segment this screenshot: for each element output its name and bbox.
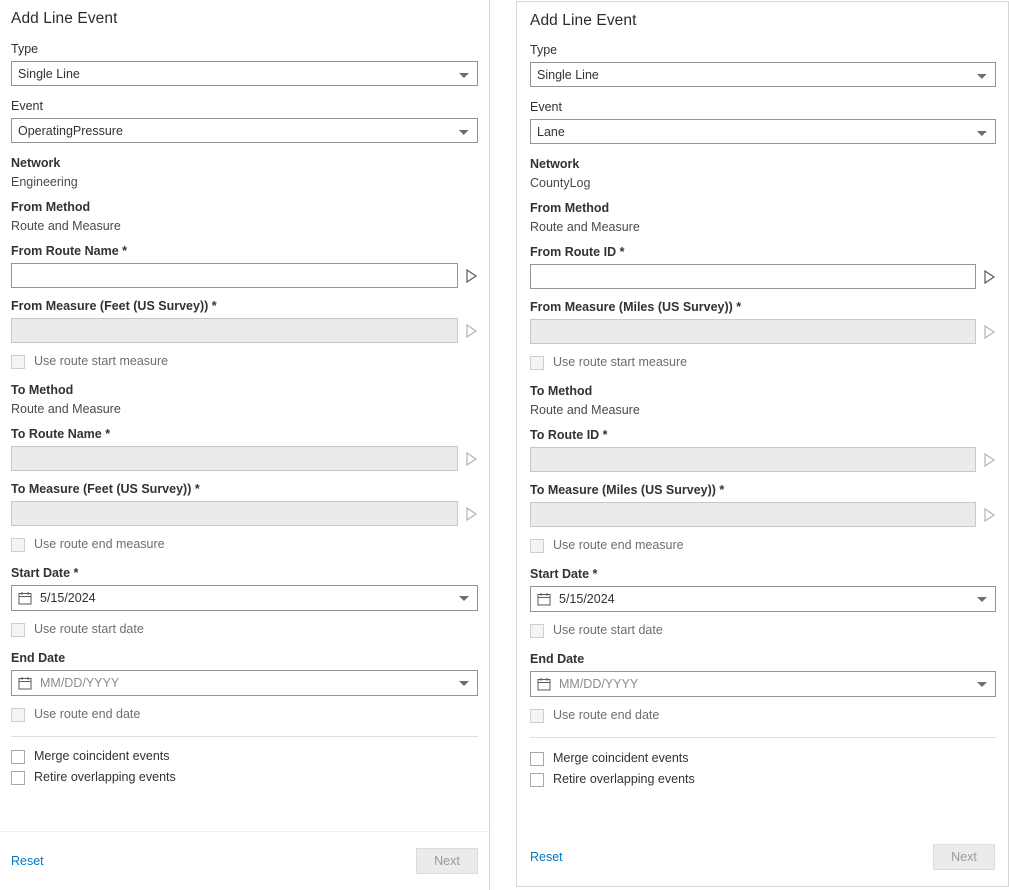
reset-button[interactable]: Reset [11, 854, 44, 868]
event-select[interactable] [530, 119, 996, 144]
type-select[interactable] [530, 62, 996, 87]
end-date-label: End Date [530, 652, 585, 666]
to-method-label: To Method [11, 383, 74, 397]
from-method-label: From Method [530, 201, 610, 215]
start-date-row [530, 586, 996, 612]
to-route-input[interactable] [11, 446, 458, 471]
end-date-picker[interactable] [530, 671, 996, 697]
add-line-event-panel-right [516, 1, 1009, 887]
event-label: Event [530, 100, 562, 114]
to-method-value: Route and Measure [530, 403, 640, 417]
end-date-row [530, 671, 996, 697]
to-measure-input[interactable] [530, 502, 976, 527]
chevron-down-icon[interactable] [459, 681, 469, 686]
type-label: Type [530, 43, 558, 57]
merge-coincident-row[interactable] [11, 749, 478, 764]
use-route-start-measure-label: Use route start measure [553, 355, 688, 369]
panel-footer [517, 828, 1008, 886]
from-route-row [530, 264, 996, 289]
section-divider [530, 737, 996, 738]
from-route-row [11, 263, 478, 288]
select-from-map-icon[interactable] [465, 268, 478, 284]
start-date-label: Start Date * [11, 566, 79, 580]
to-route-input[interactable] [530, 447, 976, 472]
select-from-map-icon [465, 451, 478, 467]
end-date-value: MM/DD/YYYY [40, 676, 120, 690]
merge-coincident-label: Merge coincident events [34, 749, 170, 763]
select-from-map-icon [983, 324, 996, 340]
to-route-row [11, 446, 478, 471]
use-route-start-measure-label: Use route start measure [34, 354, 169, 368]
type-select[interactable] [11, 61, 478, 86]
end-date-row [11, 670, 478, 696]
use-route-end-measure-checkbox[interactable] [530, 539, 544, 553]
event-label: Event [11, 99, 43, 113]
use-route-start-measure-row[interactable] [11, 354, 478, 369]
use-route-start-date-label: Use route start date [553, 623, 663, 637]
use-route-start-measure-checkbox[interactable] [11, 355, 25, 369]
network-value: CountyLog [530, 176, 591, 190]
panel-footer [0, 832, 489, 890]
chevron-down-icon[interactable] [977, 597, 987, 602]
from-measure-input[interactable] [530, 319, 976, 344]
use-route-end-measure-row[interactable] [530, 538, 996, 553]
calendar-icon [18, 676, 32, 690]
to-route-label: To Route ID * [530, 428, 608, 442]
reset-button[interactable]: Reset [530, 850, 563, 864]
start-date-label: Start Date * [530, 567, 598, 581]
calendar-icon [537, 592, 551, 606]
to-route-label: To Route Name * [11, 427, 111, 441]
start-date-value: 5/15/2024 [40, 591, 96, 605]
select-from-map-icon [983, 452, 996, 468]
from-route-label: From Route ID * [530, 245, 625, 259]
add-line-event-panel-left [0, 0, 490, 890]
retire-overlapping-row[interactable] [530, 772, 996, 787]
start-date-picker[interactable] [530, 586, 996, 612]
to-method-label: To Method [530, 384, 593, 398]
use-route-end-date-row[interactable] [11, 707, 478, 722]
page-title: Add Line Event [530, 12, 637, 29]
use-route-end-date-row[interactable] [530, 708, 996, 723]
from-measure-label: From Measure (Feet (US Survey)) * [11, 299, 217, 313]
retire-overlapping-row[interactable] [11, 770, 478, 785]
from-measure-row [11, 318, 478, 343]
from-method-value: Route and Measure [11, 219, 121, 233]
start-date-row [11, 585, 478, 611]
type-label: Type [11, 42, 39, 56]
retire-overlapping-label: Retire overlapping events [553, 772, 695, 786]
use-route-end-measure-label: Use route end measure [34, 537, 165, 551]
section-divider [11, 736, 478, 737]
to-measure-row [530, 502, 996, 527]
network-value: Engineering [11, 175, 78, 189]
from-method-label: From Method [11, 200, 91, 214]
next-button[interactable]: Next [416, 848, 478, 874]
merge-coincident-row[interactable] [530, 751, 996, 766]
select-from-map-icon [465, 323, 478, 339]
use-route-end-date-checkbox[interactable] [11, 708, 25, 722]
to-route-row [530, 447, 996, 472]
use-route-start-date-label: Use route start date [34, 622, 144, 636]
from-method-value: Route and Measure [530, 220, 640, 234]
use-route-start-date-checkbox[interactable] [530, 624, 544, 638]
use-route-end-measure-row[interactable] [11, 537, 478, 552]
use-route-start-date-row[interactable] [11, 622, 478, 637]
retire-overlapping-checkbox[interactable] [11, 771, 25, 785]
use-route-end-measure-checkbox[interactable] [11, 538, 25, 552]
start-date-value: 5/15/2024 [559, 592, 615, 606]
chevron-down-icon[interactable] [977, 682, 987, 687]
use-route-start-measure-row[interactable] [530, 355, 996, 370]
end-date-value: MM/DD/YYYY [559, 677, 639, 691]
use-route-end-date-label: Use route end date [553, 708, 660, 722]
retire-overlapping-checkbox[interactable] [530, 773, 544, 787]
use-route-start-date-checkbox[interactable] [11, 623, 25, 637]
use-route-end-date-checkbox[interactable] [530, 709, 544, 723]
calendar-icon [537, 677, 551, 691]
to-measure-row [11, 501, 478, 526]
calendar-icon [18, 591, 32, 605]
next-button[interactable]: Next [933, 844, 995, 870]
from-route-input[interactable] [11, 263, 458, 288]
network-label: Network [530, 157, 580, 171]
from-route-label: From Route Name * [11, 244, 127, 258]
page-title: Add Line Event [11, 10, 118, 27]
to-measure-label: To Measure (Miles (US Survey)) * [530, 483, 725, 497]
start-date-picker[interactable] [11, 585, 478, 611]
chevron-down-icon[interactable] [459, 596, 469, 601]
use-route-start-date-row[interactable] [530, 623, 996, 638]
use-route-start-measure-checkbox[interactable] [530, 356, 544, 370]
to-measure-label: To Measure (Feet (US Survey)) * [11, 482, 200, 496]
event-select[interactable] [11, 118, 478, 143]
end-date-picker[interactable] [11, 670, 478, 696]
select-from-map-icon[interactable] [983, 269, 996, 285]
from-route-input[interactable] [530, 264, 976, 289]
from-measure-label: From Measure (Miles (US Survey)) * [530, 300, 742, 314]
select-from-map-icon [983, 507, 996, 523]
from-measure-input[interactable] [11, 318, 458, 343]
merge-coincident-checkbox[interactable] [11, 750, 25, 764]
use-route-end-measure-label: Use route end measure [553, 538, 684, 552]
from-measure-row [530, 319, 996, 344]
merge-coincident-label: Merge coincident events [553, 751, 689, 765]
network-label: Network [11, 156, 61, 170]
to-measure-input[interactable] [11, 501, 458, 526]
to-method-value: Route and Measure [11, 402, 121, 416]
end-date-label: End Date [11, 651, 66, 665]
use-route-end-date-label: Use route end date [34, 707, 141, 721]
retire-overlapping-label: Retire overlapping events [34, 770, 176, 784]
merge-coincident-checkbox[interactable] [530, 752, 544, 766]
select-from-map-icon [465, 506, 478, 522]
